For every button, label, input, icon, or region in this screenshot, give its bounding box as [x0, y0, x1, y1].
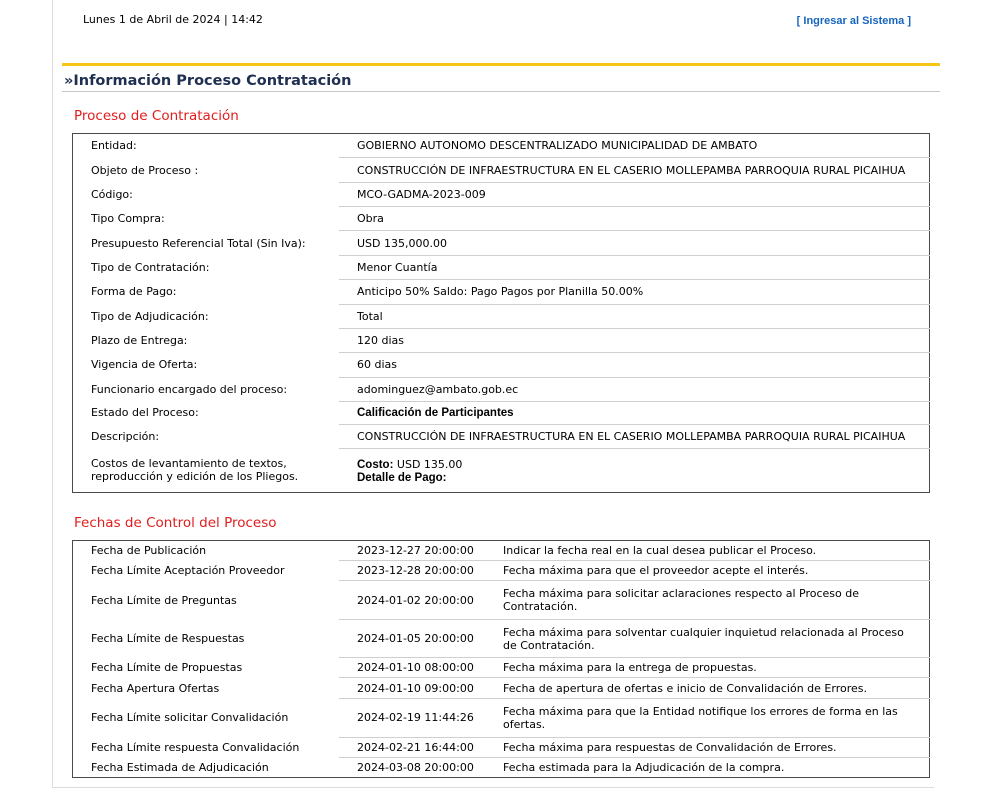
row-date: 2023-12-27 20:00:00: [339, 541, 485, 561]
dates-heading: Fechas de Control del Proceso: [74, 515, 277, 531]
row-description: Fecha máxima para que el proveedor acepte el interés.: [485, 561, 930, 581]
table-row: [73, 231, 930, 255]
current-date: Lunes 1 de Abril de 2024 | 14:42: [83, 13, 263, 26]
row-date: 2024-01-02 20:00:00: [339, 581, 485, 620]
payment-detail-key: Detalle de Pago:: [357, 471, 447, 484]
row-label: Fecha Estimada de Adjudicación: [91, 760, 269, 774]
table-row: [73, 134, 930, 158]
table-row: [73, 255, 930, 279]
row-value: 60 dias: [339, 353, 930, 377]
row-label: Fecha Límite respuesta Convalidación: [91, 740, 300, 754]
table-row: [73, 757, 930, 777]
cost-cell: [339, 449, 930, 493]
row-description: Fecha máxima para la entrega de propuestas.: [485, 658, 930, 678]
row-label: Tipo de Contratación:: [91, 260, 210, 274]
row-date: 2024-01-10 09:00:00: [339, 678, 485, 698]
table-row: [73, 620, 930, 658]
row-value: USD 135,000.00: [339, 231, 930, 255]
table-row: [73, 658, 930, 678]
table-row: [73, 377, 930, 401]
row-label: Vigencia de Oferta:: [91, 358, 198, 372]
table-row: [73, 449, 930, 493]
row-value: CONSTRUCCIÓN DE INFRAESTRUCTURA EN EL CASERIO MOLLEPAMBA PARROQUIA RURAL PICAIHUA: [339, 158, 930, 182]
table-row: [73, 353, 930, 377]
row-label: Fecha de Publicación: [91, 544, 207, 558]
row-value: 120 dias: [339, 328, 930, 352]
row-value: adominguez@ambato.gob.ec: [339, 377, 930, 401]
table-row: [73, 678, 930, 698]
row-label: Fecha Límite solicitar Convalidación: [91, 711, 289, 725]
row-label: Descripción:: [91, 429, 160, 443]
table-row: [73, 304, 930, 328]
login-link[interactable]: [ Ingresar al Sistema ]: [796, 15, 911, 27]
row-value: Anticipo 50% Saldo: Pago Pagos por Planilla 50.00%: [339, 280, 930, 304]
table-row: [73, 182, 930, 206]
row-value: GOBIERNO AUTONOMO DESCENTRALIZADO MUNICIPALIDAD DE AMBATO: [339, 134, 930, 158]
row-description: Fecha máxima para respuestas de Convalidación de Errores.: [485, 737, 930, 757]
process-status: Calificación de Participantes: [339, 401, 930, 424]
row-label: Fecha Límite de Preguntas: [91, 593, 237, 607]
process-heading: Proceso de Contratación: [74, 108, 239, 124]
header-accent-bar: [62, 63, 940, 66]
row-date: 2024-01-05 20:00:00: [339, 620, 485, 658]
table-row: [73, 541, 930, 561]
row-label: Plazo de Entrega:: [91, 334, 188, 348]
row-description: Fecha máxima para solventar cualquier inquietud relacionada al Proceso de Contratación.: [485, 620, 930, 658]
row-description: Fecha máxima para solicitar aclaraciones respecto al Proceso de Contratación.: [485, 581, 930, 620]
row-value: CONSTRUCCIÓN DE INFRAESTRUCTURA EN EL CASERIO MOLLEPAMBA PARROQUIA RURAL PICAIHUA: [339, 424, 930, 448]
title-divider: [62, 91, 940, 92]
row-description: Indicar la fecha real en la cual desea publicar el Proceso.: [485, 541, 930, 561]
row-label: Tipo Compra:: [91, 212, 165, 226]
table-row: [73, 207, 930, 231]
table-row: [73, 401, 930, 424]
row-description: Fecha estimada para la Adjudicación de la compra.: [503, 760, 785, 774]
table-row: [73, 158, 930, 182]
table-row: [73, 424, 930, 448]
cost-value: USD 135.00: [396, 457, 463, 471]
table-row: [73, 561, 930, 581]
row-value: MCO-GADMA-2023-009: [339, 182, 930, 206]
row-value: Obra: [339, 207, 930, 231]
row-label: Costos de levantamiento de textos, reproducción y edición de los Pliegos.: [91, 457, 299, 484]
row-label: Forma de Pago:: [91, 285, 177, 299]
page-title: »Información Proceso Contratación: [64, 73, 352, 89]
row-date: 2024-02-19 11:44:26: [339, 698, 485, 737]
row-label: Código:: [91, 187, 133, 201]
row-description: Fecha máxima para que la Entidad notifique los errores de forma en las ofertas.: [485, 698, 930, 737]
process-table: [72, 133, 930, 493]
row-value: Total: [339, 304, 930, 328]
page-border-left: [52, 0, 53, 788]
row-label: Fecha Apertura Ofertas: [91, 681, 220, 695]
row-label: Objeto de Proceso :: [91, 163, 199, 177]
row-date: 2024-02-21 16:44:00: [339, 737, 485, 757]
row-label: Funcionario encargado del proceso:: [91, 382, 288, 396]
table-row: [73, 280, 930, 304]
row-label: Fecha Límite Aceptación Proveedor: [91, 564, 285, 578]
page-border-bottom: [52, 787, 934, 788]
table-row: [73, 698, 930, 737]
row-label: Tipo de Adjudicación:: [91, 309, 209, 323]
table-row: [73, 581, 930, 620]
table-row: [73, 328, 930, 352]
row-label: Estado del Proceso:: [91, 406, 199, 420]
cost-key: Costo:: [357, 458, 394, 471]
row-label: Fecha Límite de Respuestas: [91, 632, 245, 646]
dates-table: [72, 540, 930, 778]
row-label: Entidad:: [91, 139, 137, 153]
row-label: Presupuesto Referencial Total (Sin Iva):: [91, 236, 306, 250]
table-row: [73, 737, 930, 757]
row-value: Menor Cuantía: [339, 255, 930, 279]
row-date: 2024-01-10 08:00:00: [339, 658, 485, 678]
row-date: 2024-03-08 20:00:00: [357, 760, 474, 774]
row-label: Fecha Límite de Propuestas: [91, 661, 243, 675]
row-description: Fecha de apertura de ofertas e inicio de Convalidación de Errores.: [485, 678, 930, 698]
row-date: 2023-12-28 20:00:00: [339, 561, 485, 581]
